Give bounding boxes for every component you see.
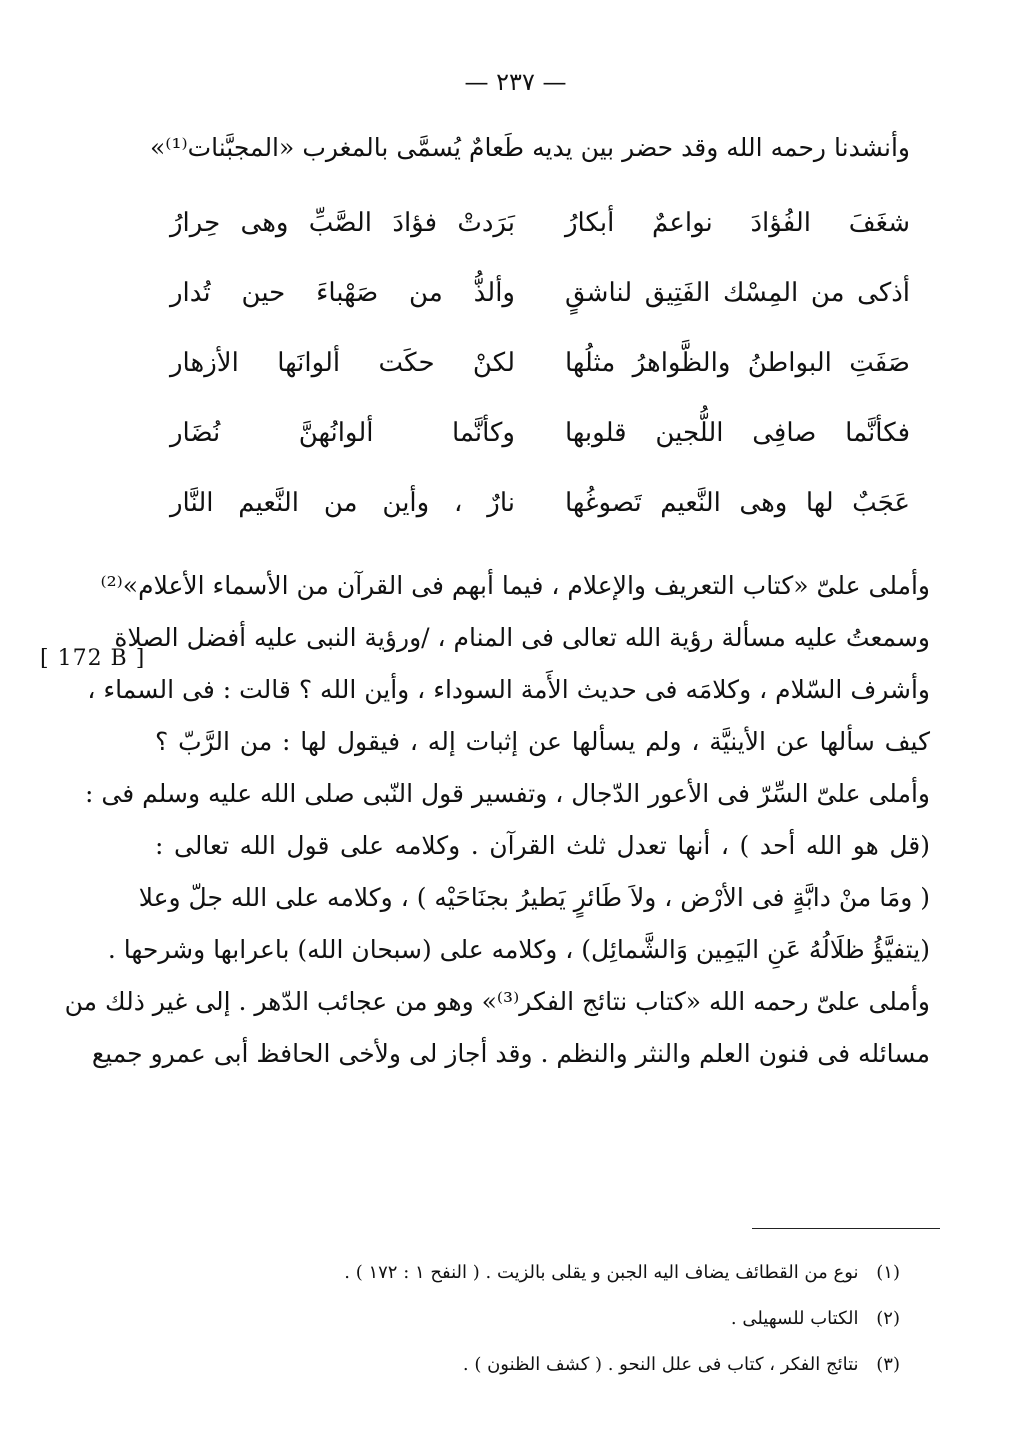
verse-first-hemistich: صَفَتِ البواطنُ والظَّواهرُ مثلُها [565, 348, 910, 378]
body-line: وأملى علىّ رحمه الله «كتاب نتائج الفكر⁽³⁾» وهو من عجائب الدّهر . إلى غير ذلك من [64, 987, 930, 1016]
footnote-divider [752, 1228, 940, 1229]
footnote-number: (٣) [876, 1354, 900, 1375]
body-line: (يتفيَّؤُ ظلَالُهُ عَنِ اليَمِين وَالشَّمائِل) ، وكلامه على (سبحان الله) باعرابها وشرحها . [107, 935, 930, 964]
body-line: ( ومَا منْ دابَّةٍ فى الأرْض ، ولاَ طَائرٍ يَطيرُ بجنَاحَيْه ) ، وكلامه على الله جلّ وعلا [138, 883, 930, 912]
poem-verse [170, 198, 910, 268]
body-line: وأملى علىّ السِّرّ فى الأعور الدّجال ، وتفسير قول النّبى صلى الله عليه وسلم فى : [84, 779, 930, 808]
footnote [250, 1250, 900, 1296]
footnote [250, 1342, 900, 1388]
verse-first-hemistich: عَجَبٌ لها وهى النَّعيم تَصوغُها [565, 488, 910, 518]
page-number: — ٢٣٧ — [464, 68, 567, 96]
verse-first-hemistich: فكأنَّما صافِى اللُّجين قلوبها [565, 418, 910, 448]
poem-verse [170, 408, 910, 478]
verse-first-hemistich: أذكى من المِسْك الفَتِيق لناشقٍ [565, 278, 910, 308]
body-line: كيف سألها عن الأينيَّة ، ولم يسألها عن إثبات إله ، فيقول لها : من الرَّبّ ؟ [155, 727, 930, 756]
verse-second-hemistich: نارٌ ، وأين من النَّعيم النَّار [170, 488, 515, 518]
footnote-text: نتائج الفكر ، كتاب فى علل النحو . ( كشف الظنون ) . [462, 1354, 859, 1375]
poem-verse [170, 478, 910, 548]
body-line: مسائله فى فنون العلم والنثر والنظم . وقد أجاز لى ولأخى الحافظ أبى عمرو جميع [91, 1039, 930, 1068]
body-line: (قل هو الله أحد ) ، أنها تعدل ثلث القرآن . وكلامه على قول الله تعالى : [155, 831, 930, 860]
footnote-text: نوع من القطائف يضاف اليه الجبن و يقلى بالزيت . ( النفح ١ : ١٧٢ ) . [344, 1262, 859, 1283]
manuscript-folio-reference: [ 172 B ] [40, 646, 146, 671]
verse-first-hemistich: شغَفَ الفُؤادَ نواعمٌ أبكارُ [565, 208, 910, 238]
poem-verse [170, 338, 910, 408]
footnote-number: (٢) [876, 1308, 900, 1329]
body-line: وأشرف السّلام ، وكلامَه فى حديث الأَمة السوداء ، وأين الله ؟ قالت : فى السماء ، [87, 675, 930, 704]
intro-line: وأنشدنا رحمه الله وقد حضر بين يديه طَعامٌ يُسمَّى بالمغرب «المجبَّنات⁽¹⁾» [150, 133, 910, 162]
verse-second-hemistich: وألذُّ من صَهْباءَ حين تُدار [170, 278, 515, 308]
body-line: وأملى علىّ «كتاب التعريف والإعلام ، فيما أبهم فى القرآن من الأسماء الأعلام»⁽²⁾ [100, 571, 930, 600]
poem [170, 198, 910, 548]
verse-second-hemistich: بَرَدتْ فؤادَ الصَّبِّ وهى حِرارُ [170, 208, 515, 238]
verse-second-hemistich: وكأنَّما ألوانُهنَّ نُضَار [170, 418, 515, 448]
poem-verse [170, 268, 910, 338]
footnotes [250, 1250, 900, 1388]
intro-paragraph [150, 128, 910, 180]
body-line: وسمعتُ عليه مسألة رؤية الله تعالى فى المنام ، /ورؤية النبى عليه أفضل الصلاة [114, 623, 930, 652]
footnote [250, 1296, 900, 1342]
verse-second-hemistich: لكنْ حكَت ألوانَها الأزهار [170, 348, 515, 378]
footnote-text: الكتاب للسهيلى . [730, 1308, 859, 1329]
footnote-number: (١) [876, 1262, 900, 1283]
